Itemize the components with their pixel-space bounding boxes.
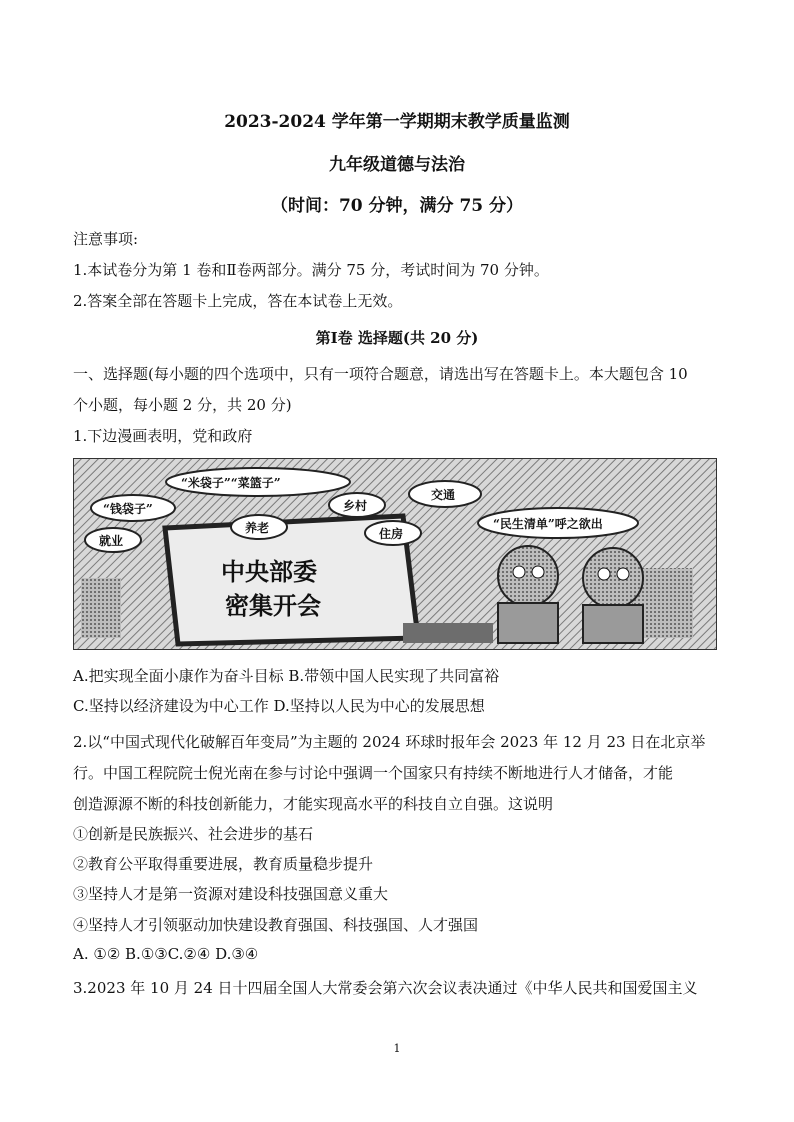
notes-heading: 注意事项: (73, 230, 139, 248)
question-1-options-1: A.把实现全面小康作为奋斗目标 B.带领中国人民实现了共同富裕 (73, 667, 500, 685)
question-2-item-4: ④坚持人才引领驱动加快建设教育强国、科技强国、人才强国 (73, 916, 479, 934)
bubble-list: “民生清单”呼之欲出 (493, 517, 603, 531)
question-2-stem-2: 行。中国工程院院士倪光南在参与讨论中强调一个国家只有持续不断地进行人才储备，才能 (73, 764, 674, 782)
bubble-rice: “米袋子”“菜篮子” (181, 476, 281, 490)
page-number: 1 (393, 1042, 401, 1055)
subject-title: 九年级道德与法治 (329, 155, 465, 175)
question-2-options: A. ①② B.①③C.②④ D.③④ (73, 945, 259, 963)
section-instruction-2: 个小题，每小题 2 分，共 20 分) (73, 396, 292, 414)
time-info: （时间：70 分钟，满分 75 分） (270, 196, 524, 216)
bubble-money: “钱袋子” (103, 502, 153, 516)
bubble-transport: 交通 (431, 488, 456, 502)
bubble-house: 住房 (379, 527, 404, 541)
cartoon-image (73, 458, 717, 650)
question-1-stem: 1.下边漫画表明，党和政府 (73, 427, 253, 445)
board-line-2: 密集开会 (225, 593, 321, 620)
note-item-1: 1.本试卷分为第 1 卷和Ⅱ卷两部分。满分 75 分，考试时间为 70 分钟。 (73, 261, 549, 279)
exam-title: 2023-2024 学年第一学期期末教学质量监测 (224, 112, 570, 132)
section-instruction-1: 一、选择题(每小题的四个选项中，只有一项符合题意，请选出写在答题卡上。本大题包含 10 (73, 365, 688, 383)
bubble-elder: 养老 (245, 521, 270, 535)
board-line-1: 中央部委 (221, 559, 317, 586)
bubble-village: 乡村 (343, 499, 368, 513)
section-title: 第Ⅰ卷 选择题(共 20 分) (315, 329, 479, 347)
question-1-options-2: C.坚持以经济建设为中心工作 D.坚持以人民为中心的发展思想 (73, 697, 485, 715)
question-2-item-3: ③坚持人才是第一资源对建设科技强国意义重大 (73, 885, 389, 903)
question-2-stem-3: 创造源源不断的科技创新能力，才能实现高水平的科技自立自强。这说明 (73, 795, 554, 813)
question-2-stem-1: 2.以“中国式现代化破解百年变局”为主题的 2024 环球时报年会 2023 年 12 月 23 日在北京举 (73, 733, 706, 751)
bubble-job: 就业 (99, 534, 124, 548)
question-2-item-1: ①创新是民族振兴、社会进步的基石 (73, 825, 314, 843)
question-3-stem-1: 3.2023 年 10 月 24 日十四届全国人大常委会第六次会议表决通过《中华人民共和国爱国主义 (73, 979, 698, 997)
note-item-2: 2.答案全部在答题卡上完成，答在本试卷上无效。 (73, 292, 403, 310)
question-2-item-2: ②教育公平取得重要进展，教育质量稳步提升 (73, 855, 374, 873)
